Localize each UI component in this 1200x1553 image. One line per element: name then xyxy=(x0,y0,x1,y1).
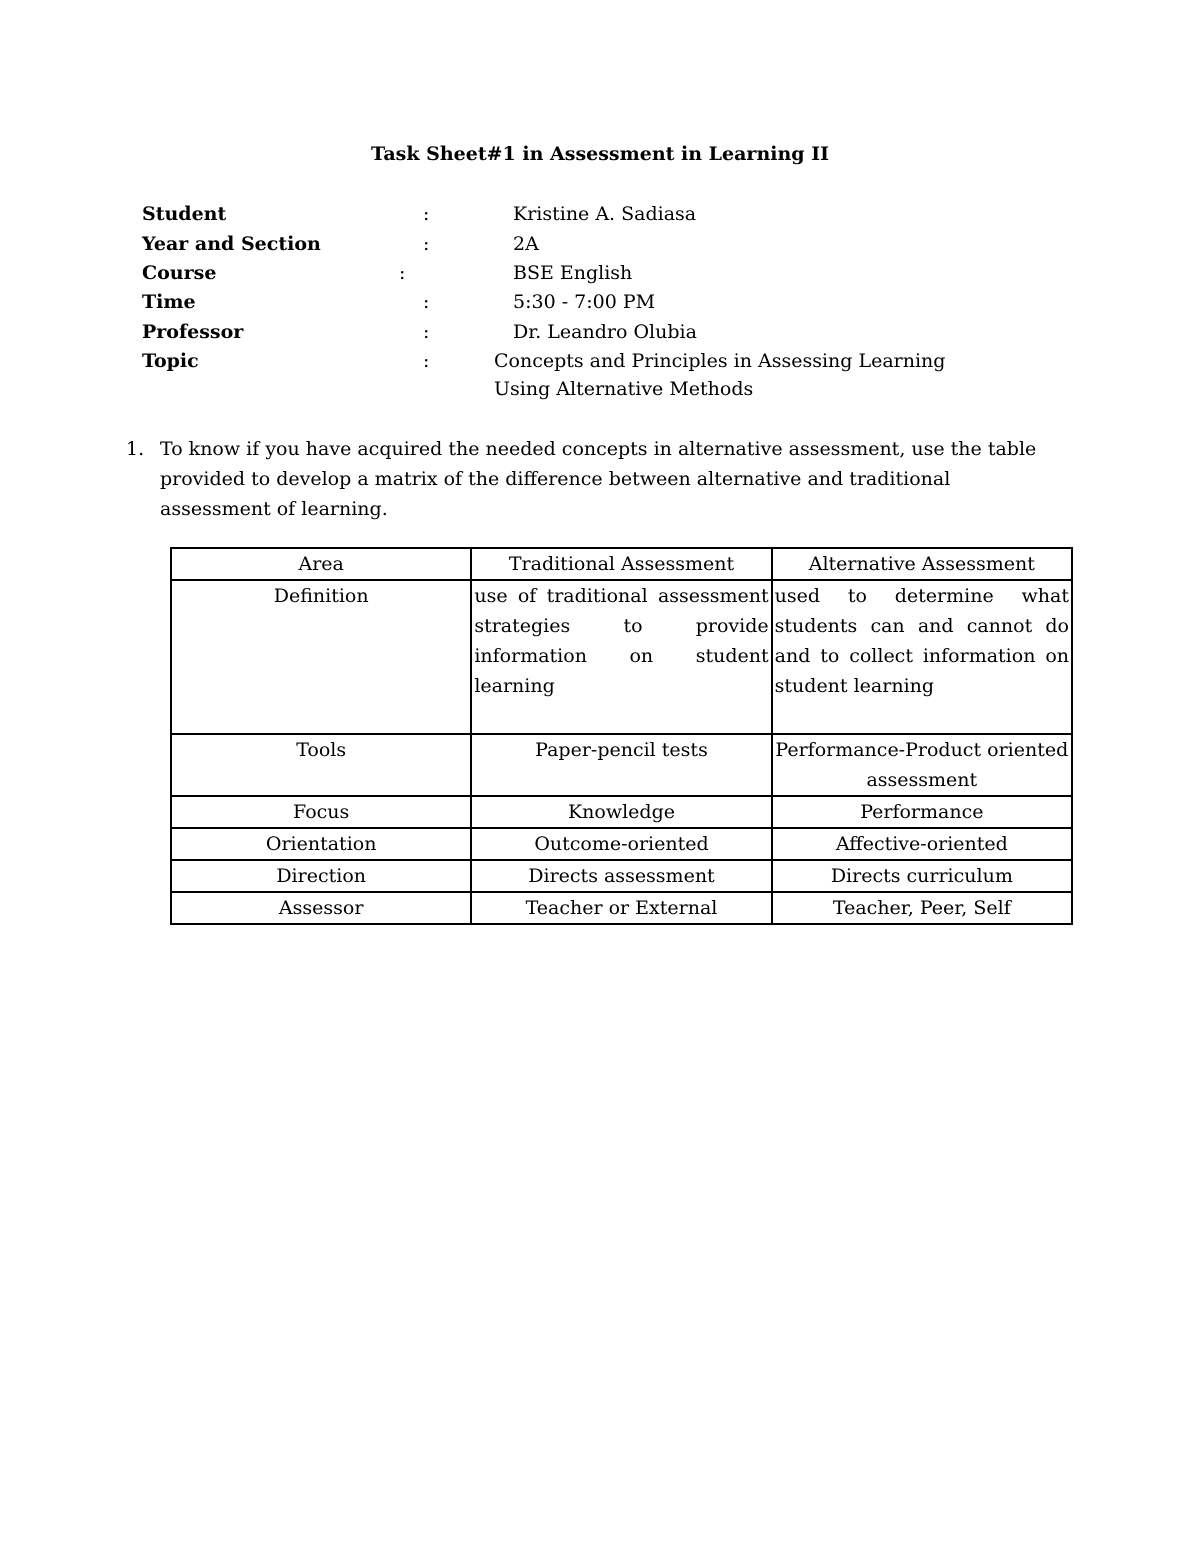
question-text: To know if you have acquired the needed concepts in alternative assessment, use the table provided to develop a matrix of the difference between alternative and traditional assessment of learning. xyxy=(160,438,1037,520)
topic-value-line2: Using Alternative Methods xyxy=(494,378,754,400)
header-traditional: Traditional Assessment xyxy=(471,548,771,580)
cell-alternative: Performance-Product oriented assessment xyxy=(772,734,1072,796)
professor-value: Dr. Leandro Olubia xyxy=(513,321,697,343)
topic-value-line1: Concepts and Principles in Assessing Learning xyxy=(494,350,946,372)
student-value: Kristine A. Sadiasa xyxy=(513,203,697,225)
year-section-label: Year and Section xyxy=(142,233,321,255)
time-label: Time xyxy=(142,291,196,313)
cell-area: Definition xyxy=(171,580,471,734)
professor-label: Professor xyxy=(142,321,244,343)
header-area: Area xyxy=(171,548,471,580)
cell-area: Assessor xyxy=(171,892,471,924)
table-row xyxy=(171,892,1072,924)
table-header-row xyxy=(171,548,1072,580)
table-row xyxy=(171,580,1072,734)
cell-traditional: use of traditional assessment strategies to provide information on student learning xyxy=(471,580,771,734)
header-alternative: Alternative Assessment xyxy=(772,548,1072,580)
year-section-colon: : xyxy=(423,233,430,255)
cell-alternative: Teacher, Peer, Self xyxy=(772,892,1072,924)
table-row xyxy=(171,828,1072,860)
course-colon: : xyxy=(399,262,406,284)
comparison-matrix-table xyxy=(170,547,1073,925)
time-colon: : xyxy=(423,291,430,313)
course-label: Course xyxy=(142,262,217,284)
cell-area: Focus xyxy=(171,796,471,828)
time-value: 5:30 - 7:00 PM xyxy=(513,291,656,313)
topic-colon: : xyxy=(423,350,430,372)
document-title: Task Sheet#1 in Assessment in Learning II xyxy=(371,143,829,165)
student-label: Student xyxy=(142,203,227,225)
course-value: BSE English xyxy=(513,262,633,284)
table-row xyxy=(171,796,1072,828)
cell-area: Tools xyxy=(171,734,471,796)
table-row xyxy=(171,734,1072,796)
cell-alternative: used to determine what students can and cannot do and to collect information on student learning xyxy=(772,580,1072,734)
cell-area: Direction xyxy=(171,860,471,892)
question-number: 1. xyxy=(126,438,145,460)
table-row xyxy=(171,860,1072,892)
cell-traditional: Knowledge xyxy=(471,796,771,828)
professor-colon: : xyxy=(423,321,430,343)
cell-alternative: Performance xyxy=(772,796,1072,828)
student-colon: : xyxy=(423,203,430,225)
cell-traditional: Paper-pencil tests xyxy=(471,734,771,796)
topic-label: Topic xyxy=(142,350,199,372)
cell-traditional: Directs assessment xyxy=(471,860,771,892)
cell-traditional: Outcome-oriented xyxy=(471,828,771,860)
cell-traditional: Teacher or External xyxy=(471,892,771,924)
cell-area: Orientation xyxy=(171,828,471,860)
year-section-value: 2A xyxy=(513,233,539,255)
cell-alternative: Directs curriculum xyxy=(772,860,1072,892)
cell-alternative: Affective-oriented xyxy=(772,828,1072,860)
